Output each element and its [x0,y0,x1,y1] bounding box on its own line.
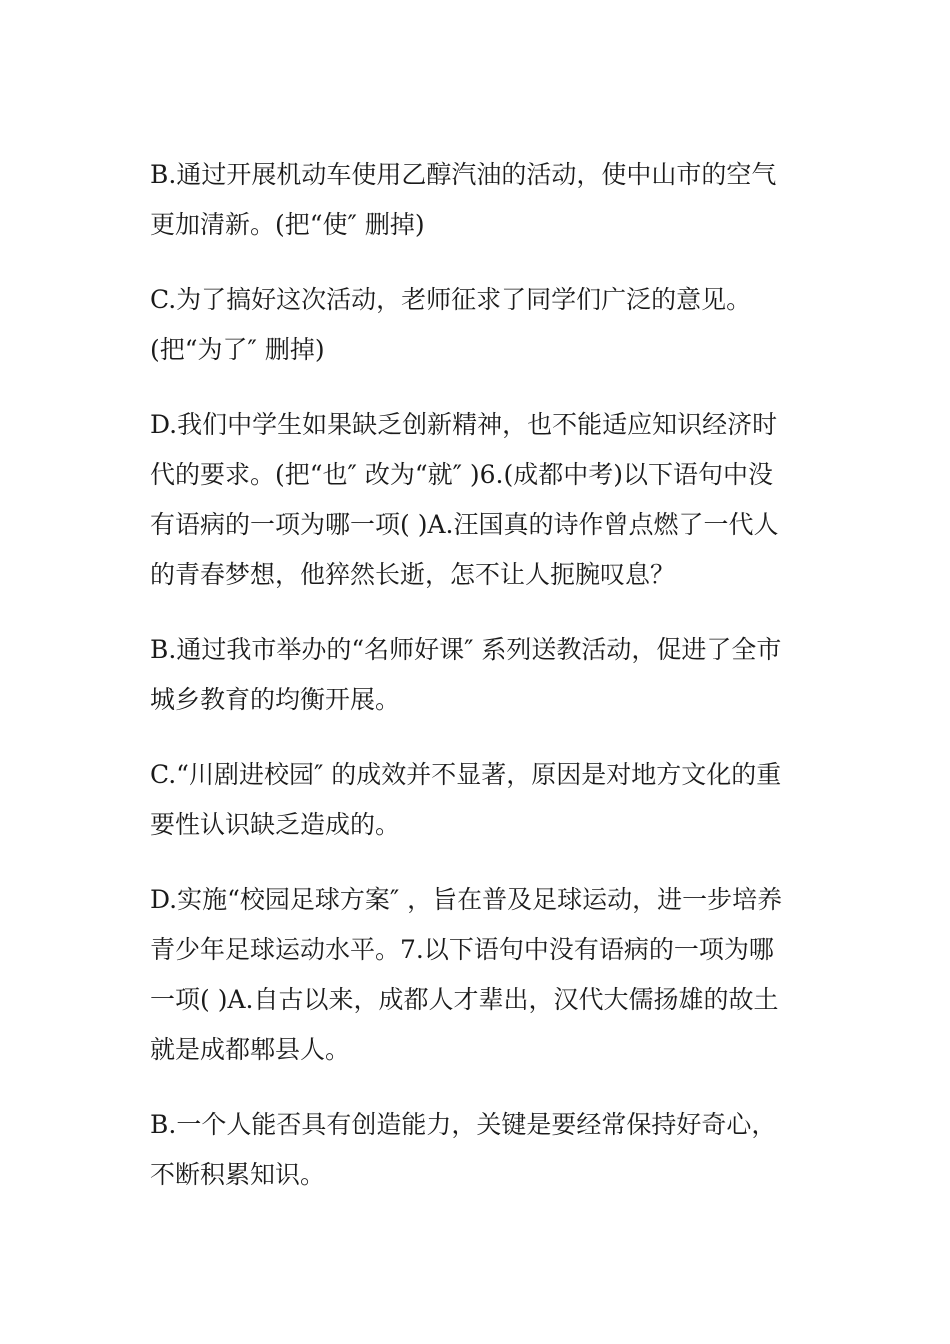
text-line: 的青春梦想，他猝然长逝，怎不让人扼腕叹息？ [150,560,676,589]
paragraph [150,1100,810,1200]
text-line: 有语病的一项为哪一项( )A.汪国真的诗作曾点燃了一代人 [150,510,779,539]
text-line: D.实施“校园足球方案″ ，旨在普及足球运动，进一步培养 [150,885,783,914]
text-line: C.“川剧进校园″ 的成效并不显著，原因是对地方文化的重 [150,760,782,789]
text-line: B.通过我市举办的“名师好课″ 系列送教活动，促进了全市 [150,635,782,664]
paragraph [150,750,810,850]
text-line: C.为了搞好这次活动，老师征求了同学们广泛的意见。 [150,285,752,314]
text-line: 一项( )A.自古以来，成都人才辈出，汉代大儒扬雄的故土 [150,985,779,1014]
text-line: 不断积累知识。 [150,1160,326,1189]
text-line: (把“为了″ 删掉) [150,335,325,364]
text-line: 城乡教育的均衡开展。 [150,685,401,714]
text-line: 就是成都郫县人。 [150,1035,351,1064]
text-line: 要性认识缺乏造成的。 [150,810,401,839]
text-line: B.一个人能否具有创造能力，关键是要经常保持好奇心， [150,1110,777,1139]
paragraph [150,400,810,600]
text-line: B.通过开展机动车使用乙醇汽油的活动，使中山市的空气 [150,160,777,189]
text-line: 代的要求。(把“也″ 改为“就″ )6.(成都中考)以下语句中没 [150,460,773,489]
text-line: D.我们中学生如果缺乏创新精神，也不能适应知识经济时 [150,410,778,439]
paragraph [150,275,810,375]
paragraph [150,625,810,725]
text-line: 更加清新。(把“使″ 删掉) [150,210,425,239]
paragraph [150,875,810,1075]
paragraph [150,150,810,250]
document-body [150,150,810,1225]
text-line: 青少年足球运动水平。7.以下语句中没有语病的一项为哪 [150,935,774,964]
